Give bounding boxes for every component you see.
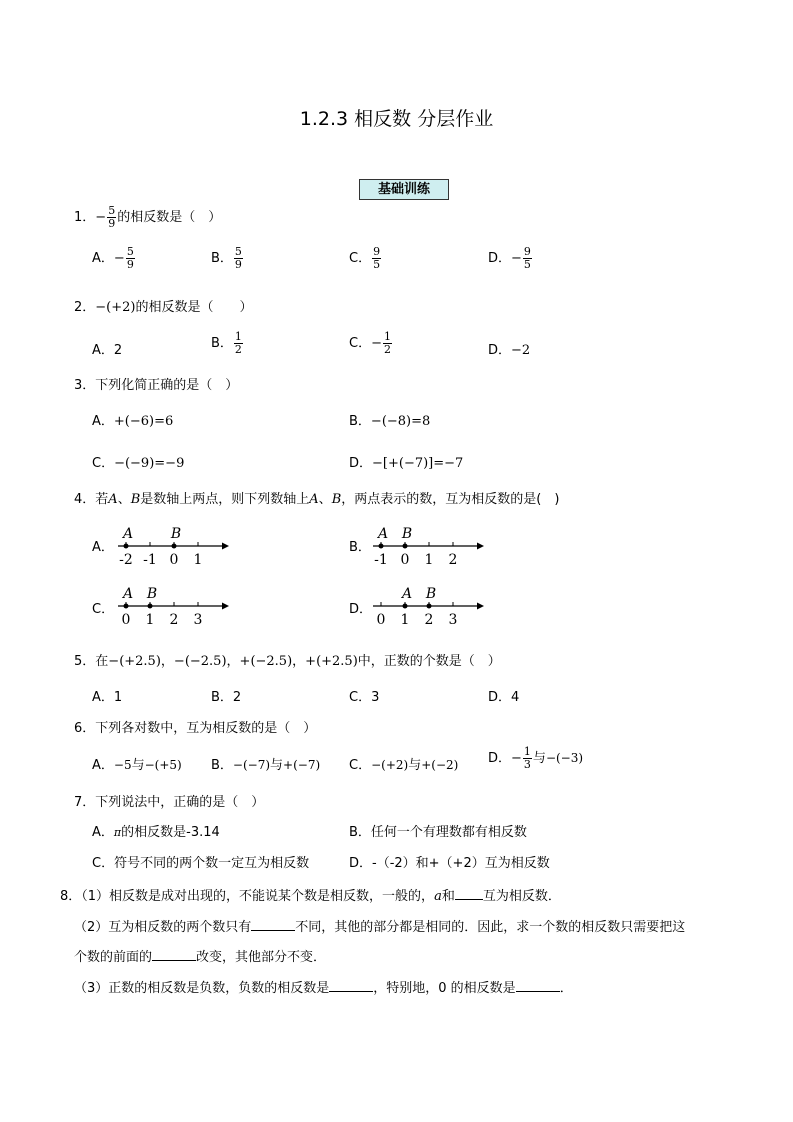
q6-option-a[interactable]: A．−5与−(+5) xyxy=(92,758,182,773)
point-label-a: A xyxy=(401,586,413,602)
tick-label: 1 xyxy=(193,552,203,568)
q2-option-c[interactable]: C．− $\frac{1}{2}$ xyxy=(349,330,391,356)
section-heading: 基础训练 xyxy=(359,179,449,200)
q1-option-d[interactable]: D．− $\frac{9}{5}$ xyxy=(488,245,531,271)
q7-option-d[interactable]: D．-（-2）和+（+2）互为相反数 xyxy=(349,856,550,871)
q4-option-b-label[interactable]: B． xyxy=(349,540,371,555)
q2-math: −(+2) xyxy=(95,300,136,315)
q8-blank-1[interactable] xyxy=(455,899,483,900)
tick-label: 2 xyxy=(169,612,179,628)
point-label-b: B xyxy=(146,586,158,602)
point-a xyxy=(403,604,408,609)
q2-option-a[interactable]: A．2 xyxy=(92,343,123,358)
tick-label: 0 xyxy=(121,612,131,628)
q2-c-fraction: $\frac{1}{2}$ xyxy=(383,330,391,356)
q1-neg: − xyxy=(95,210,107,225)
q8-part3: （3）正数的相反数是负数，负数的相反数是 ，特别地，0 的相反数是 ． xyxy=(74,981,573,996)
tick-label: 0 xyxy=(400,552,410,568)
q1-option-a[interactable]: A．− $\frac{5}{9}$ xyxy=(92,245,134,271)
tick-label: 2 xyxy=(424,612,434,628)
q4-option-d-label[interactable]: D． xyxy=(349,602,373,617)
q2-option-d[interactable]: D．−2 xyxy=(488,343,531,358)
q2-b-fraction: $\frac{1}{2}$ xyxy=(234,330,242,356)
point-b xyxy=(172,544,177,549)
q4-option-a-label[interactable]: A． xyxy=(92,540,114,555)
q8-part1: 8．（1）相反数是成对出现的，不能说某个数是相反数，一般的，a和 互为相反数． xyxy=(60,889,561,904)
point-a xyxy=(124,604,129,609)
q1-option-c[interactable]: C． $\frac{9}{5}$ xyxy=(349,245,381,271)
q1-b-fraction: $\frac{5}{9}$ xyxy=(234,245,242,271)
tick-label: -1 xyxy=(374,552,388,568)
q1-option-b[interactable]: B． $\frac{5}{9}$ xyxy=(211,245,242,271)
page-title: 1.2.3 相反数 分层作业 xyxy=(299,108,494,130)
q7-option-a[interactable]: A．π的相反数是-3.14 xyxy=(92,825,220,840)
axis-arrow-icon xyxy=(222,543,229,550)
q8-part2-continued: 个数的前面的 改变，其他部分不变． xyxy=(74,950,327,965)
tick-label: -2 xyxy=(119,552,133,568)
axis-arrow-icon xyxy=(222,603,229,610)
q6-option-c[interactable]: C．−(+2)与+(−2) xyxy=(349,758,459,773)
q8-blank-3[interactable] xyxy=(152,960,196,961)
point-label-a: A xyxy=(122,526,134,542)
q8-part2: （2）互为相反数的两个数只有 不同，其他的部分都是相同的．因此，求一个数的相反数只需要把这 xyxy=(74,920,686,935)
q6-option-b[interactable]: B．−(−7)与+(−7) xyxy=(211,758,321,773)
q4-number-line-c xyxy=(116,580,232,632)
point-label-b: B xyxy=(170,526,182,542)
q1-stem xyxy=(74,205,221,230)
point-b xyxy=(427,604,432,609)
q1-d-fraction: $\frac{9}{5}$ xyxy=(523,245,531,271)
q7-option-c[interactable]: C．符号不同的两个数一定互为相反数 xyxy=(92,856,310,871)
point-b xyxy=(403,544,408,549)
q2-option-b[interactable]: B． $\frac{1}{2}$ xyxy=(211,330,242,356)
tick-label: -1 xyxy=(143,552,157,568)
tick-label: 2 xyxy=(448,552,458,568)
q3-stem: 3．下列化简正确的是（ ） xyxy=(74,378,239,393)
q5-option-d[interactable]: D．4 xyxy=(488,690,520,705)
q7-stem: 7．下列说法中，正确的是（ ） xyxy=(74,795,265,810)
q6-stem: 6．下列各对数中，互为相反数的是（ ） xyxy=(74,721,317,736)
q4-number-line-a xyxy=(116,520,232,572)
q4-number-line-d xyxy=(371,580,487,632)
q4-stem: 4．若A、B是数轴上两点，则下列数轴上A、B，两点表示的数，互为相反数的是( ) xyxy=(74,492,560,507)
q5-stem: 5．在−(+2.5)，−(−2.5)，+(−2.5)，+(+2.5)中，正数的个数是（ ） xyxy=(74,654,501,669)
point-a xyxy=(379,544,384,549)
q6-option-d[interactable]: D．− $\frac{1}{3}$ 与−(−3) xyxy=(488,745,584,771)
point-b xyxy=(148,604,153,609)
q4-option-c-label[interactable]: C． xyxy=(92,602,115,617)
q2-stem xyxy=(74,296,253,315)
q5-option-b[interactable]: B．2 xyxy=(211,690,242,705)
q6-d-fraction: $\frac{1}{3}$ xyxy=(523,745,531,771)
axis-arrow-icon xyxy=(477,543,484,550)
q3-option-b[interactable]: B．−(−8)=8 xyxy=(349,414,431,429)
q8-blank-4[interactable] xyxy=(329,991,373,992)
q7-option-b[interactable]: B．任何一个有理数都有相反数 xyxy=(349,825,527,840)
q8-blank-5[interactable] xyxy=(516,991,560,992)
axis-arrow-icon xyxy=(477,603,484,610)
q1-a-fraction: $\frac{5}{9}$ xyxy=(126,245,134,271)
point-label-b: B xyxy=(401,526,413,542)
q3-option-a[interactable]: A．+(−6)=6 xyxy=(92,414,174,429)
q8-blank-2[interactable] xyxy=(251,930,295,931)
q2-number: 2． xyxy=(74,300,96,315)
tick-label: 1 xyxy=(400,612,410,628)
q1-c-fraction: $\frac{9}{5}$ xyxy=(373,245,381,271)
q5-option-a[interactable]: A．1 xyxy=(92,690,123,705)
tick-label: 0 xyxy=(376,612,386,628)
point-label-a: A xyxy=(122,586,134,602)
q4-number-line-b xyxy=(371,520,487,572)
q1-fraction: $\frac{5}{9}$ xyxy=(108,204,116,230)
q1-number: 1． xyxy=(74,210,96,225)
q1-text: 的相反数是（ ） xyxy=(117,210,222,225)
q2-text: 的相反数是（ ） xyxy=(135,300,253,315)
tick-label: 1 xyxy=(424,552,434,568)
q5-option-c[interactable]: C．3 xyxy=(349,690,380,705)
q3-option-c[interactable]: C．−(−9)=−9 xyxy=(92,456,185,471)
point-label-a: A xyxy=(377,526,389,542)
tick-label: 3 xyxy=(448,612,458,628)
point-label-b: B xyxy=(425,586,437,602)
tick-label: 0 xyxy=(169,552,179,568)
q3-option-d[interactable]: D．−[+(−7)]=−7 xyxy=(349,456,464,471)
tick-label: 1 xyxy=(145,612,155,628)
tick-label: 3 xyxy=(193,612,203,628)
point-a xyxy=(124,544,129,549)
